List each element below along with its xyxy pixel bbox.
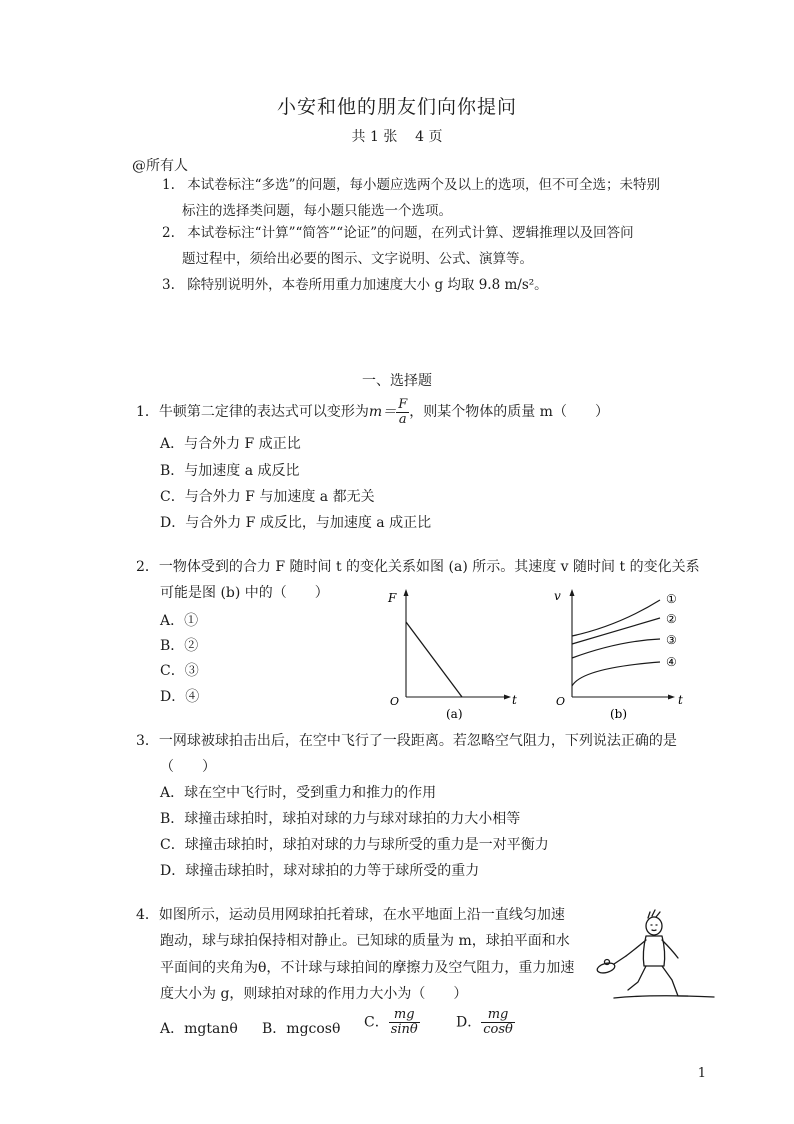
option-text: B．mgcosθ <box>262 1021 341 1037</box>
graph-a <box>380 586 530 722</box>
graph-b-y-arrow <box>570 589 575 596</box>
note-1 <box>162 172 660 224</box>
question-text: 牛顿第二定律的表达式可以变形为 <box>158 404 369 420</box>
question-2-option-c[interactable]: C．③ <box>160 663 199 679</box>
note-text-line2: 标注的选择类问题，每小题只能选一个选项。 <box>182 203 452 219</box>
question-1-option-b[interactable]: B．与加速度 a 成反比 <box>160 463 300 479</box>
question-2-stem-line2: 可能是图 (b) 中的（ ） <box>160 585 329 601</box>
question-3-option-b[interactable]: B．球撞击球拍时，球拍对球的力与球对球拍的力大小相等 <box>160 811 521 827</box>
runner-face <box>651 925 657 931</box>
question-4-stem-line2: 跑动，球与球拍保持相对静止。已知球的质量为 m，球拍平面和水 <box>160 933 570 949</box>
option-prefix: C． <box>364 1014 389 1031</box>
graph-b-curve-label-2: ② <box>666 612 677 626</box>
page-number: 1 <box>697 1066 706 1081</box>
note-number: 1. <box>162 177 175 193</box>
graph-b-curve-label-4: ④ <box>666 655 677 669</box>
option-prefix: D． <box>456 1014 482 1031</box>
runner-right-leg <box>662 966 688 996</box>
note-number: 2. <box>162 225 175 241</box>
fraction-numerator: mg <box>389 1008 420 1023</box>
question-text: 如图所示，运动员用网球拍托着球，在水平地面上沿一直线匀加速 <box>158 907 565 923</box>
fraction-numerator: F <box>398 396 408 412</box>
graph-a-caption: (a) <box>446 707 463 721</box>
option-text: A．mgtanθ <box>160 1021 238 1037</box>
graph-a-x-label: t <box>512 693 517 707</box>
runner-body <box>643 936 664 966</box>
racket-handle <box>614 956 626 964</box>
question-1-option-d[interactable]: D．与合外力 F 成反比，与加速度 a 成正比 <box>160 515 432 531</box>
graph-a-x-arrow <box>504 695 511 700</box>
section-title: 一、选择题 <box>362 373 432 389</box>
fraction-numerator: mg <box>481 1008 515 1023</box>
graph-a-y-arrow <box>404 589 409 596</box>
graph-b-x-arrow <box>668 695 675 700</box>
question-4-option-a[interactable] <box>160 1018 238 1038</box>
note-2 <box>162 220 634 272</box>
runner-illustration <box>594 900 718 1010</box>
question-1-option-c[interactable]: C．与合外力 F 与加速度 a 都无关 <box>160 489 375 505</box>
question-4-stem-line1 <box>136 904 565 924</box>
note-text-line2: 题过程中，须给出必要的图示、文字说明、公式、演算等。 <box>182 251 533 267</box>
graph-b-curve-3 <box>572 639 660 658</box>
question-3-stem-line1 <box>136 730 677 750</box>
fraction <box>389 1008 420 1037</box>
question-2-option-a[interactable]: A．① <box>160 613 199 629</box>
question-2-option-d[interactable]: D．④ <box>160 689 200 705</box>
question-number: 4． <box>136 907 159 923</box>
fraction <box>481 1008 515 1037</box>
question-number: 2． <box>136 559 159 575</box>
graph-a-force-line <box>406 622 462 697</box>
note-text-line1: 本试卷标注“计算”“简答”“论证”的问题，在列式计算、逻辑推理以及回答问 <box>187 225 634 241</box>
graph-a-y-label: F <box>388 591 397 605</box>
question-4-stem-line4: 度大小为 g，则球拍对球的作用力大小为（ ） <box>160 986 468 1002</box>
graph-b-caption: (b) <box>610 707 628 721</box>
page-subtitle: 共 1 张 4 页 <box>351 129 443 145</box>
graph-b-curve-label-1: ① <box>666 592 677 606</box>
question-text-end: ，则某个物体的质量 m（ ） <box>409 404 609 420</box>
question-text: 一网球被球拍击出后，在空中飞行了一段距离。若忽略空气阻力，下列说法正确的是 <box>158 733 677 749</box>
graph-b-curve-4 <box>572 662 660 686</box>
ground-line <box>614 996 714 998</box>
question-3-option-c[interactable]: C．球撞击球拍时，球拍对球的力与球所受的重力是一对平衡力 <box>160 837 549 853</box>
question-number: 1． <box>136 404 159 420</box>
runner-head <box>646 917 662 935</box>
question-3-stem-line2: （ ） <box>160 759 216 775</box>
graph-b <box>548 586 708 722</box>
note-number: 3. <box>162 277 175 293</box>
graph-b-origin: O <box>556 695 566 708</box>
racket-head <box>596 961 616 974</box>
graph-b-y-label: v <box>554 589 561 603</box>
addressee: @所有人 <box>132 158 188 174</box>
question-1-option-a[interactable]: A．与合外力 F 成正比 <box>160 436 301 452</box>
fraction-denominator: a <box>398 411 407 427</box>
fraction-denominator: sinθ <box>390 1022 418 1037</box>
fraction <box>396 398 409 427</box>
question-text: 一物体受到的合力 F 随时间 t 的变化关系如图 (a) 所示。其速度 v 随时间 t 的变化关系 <box>158 559 700 575</box>
page-title: 小安和他的朋友们向你提问 <box>276 96 517 118</box>
question-2-stem-line1 <box>136 556 700 576</box>
question-4-stem-line3: 平面间的夹角为θ，不计球与球拍间的摩擦力及空气阻力，重力加速 <box>160 960 575 976</box>
question-4-option-d[interactable] <box>456 1008 515 1037</box>
question-3-option-d[interactable]: D．球撞击球拍时，球对球拍的力等于球所受的重力 <box>160 863 480 879</box>
question-number: 3． <box>136 733 159 749</box>
graph-b-curve-label-3: ③ <box>666 633 677 647</box>
equation-lhs: m＝ <box>368 404 397 420</box>
question-2-option-b[interactable]: B．② <box>160 638 199 654</box>
question-4-option-c[interactable] <box>364 1008 420 1037</box>
question-4-option-b[interactable] <box>262 1018 340 1038</box>
question-3-option-a[interactable]: A．球在空中飞行时，受到重力和推力的作用 <box>160 785 437 801</box>
runner-left-leg <box>628 966 646 990</box>
question-1-stem <box>136 394 609 430</box>
fraction-denominator: cosθ <box>483 1022 513 1037</box>
note-text-line1: 除特别说明外，本卷所用重力加速度大小 g 均取 9.8 m/s²。 <box>187 277 548 293</box>
note-text-line1: 本试卷标注“多选”的问题，每小题应选两个及以上的选项，但不可全选；未特别 <box>187 177 660 193</box>
graph-b-x-label: t <box>678 693 683 707</box>
graph-a-origin: O <box>390 695 400 708</box>
note-3 <box>162 272 548 298</box>
